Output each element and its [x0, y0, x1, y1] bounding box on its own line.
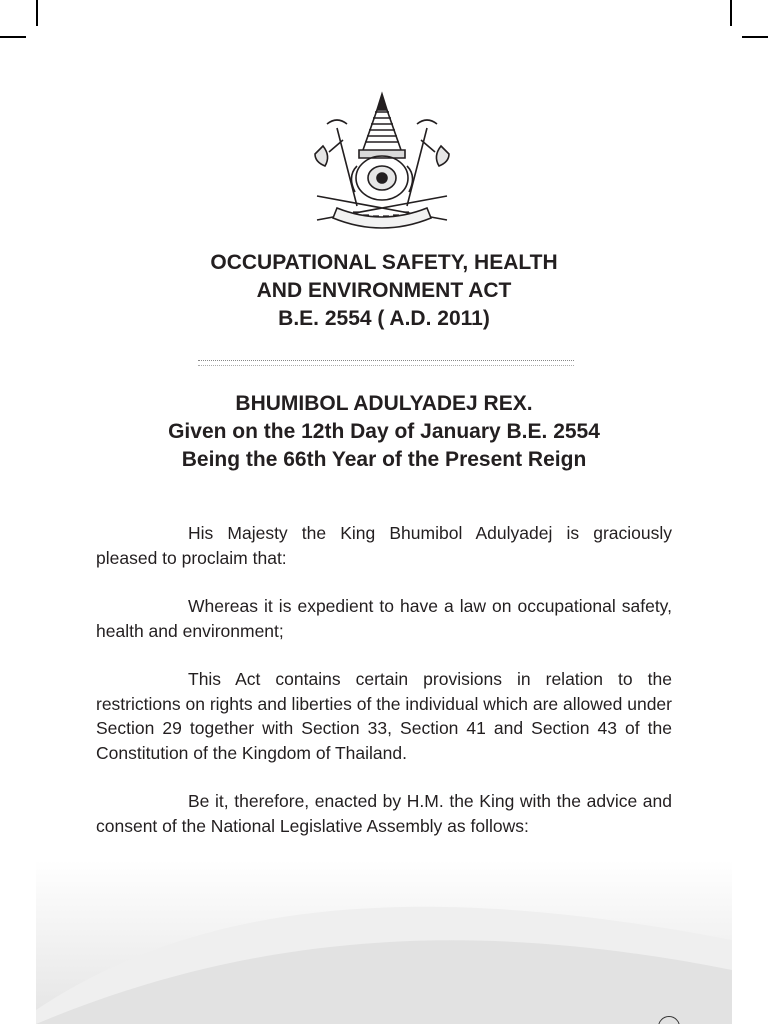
act-title-line-1: OCCUPATIONAL SAFETY, HEALTH [210, 251, 558, 274]
decree-line-2: Given on the 12th Day of January B.E. 2554 [168, 420, 600, 443]
paragraph-whereas: Whereas it is expedient to have a law on occupational safety, health and environment; [96, 596, 672, 641]
crop-mark-top-right-vertical [730, 0, 732, 26]
paragraph-enactment: Be it, therefore, enacted by H.M. the King with the advice and consent of the National Legislative Assembly as follows: [96, 791, 672, 836]
act-title-line-3: B.E. 2554 ( A.D. 2011) [278, 307, 490, 330]
act-title [100, 249, 668, 333]
footer-swoosh-decoration [0, 860, 768, 1024]
decree-line-3: Being the 66th Year of the Present Reign [181, 448, 587, 471]
act-title-line-2: AND ENVIRONMENT ACT [256, 279, 512, 302]
paragraph-proclamation: His Majesty the King Bhumibol Adulyadej is graciously pleased to proclaim that: [96, 523, 672, 568]
crop-mark-top-right-horizontal [742, 36, 768, 38]
crop-mark-top-left-horizontal [0, 36, 26, 38]
royal-decree-heading [100, 390, 668, 474]
decree-line-1: BHUMIBOL ADULYADEJ REX. [235, 392, 533, 415]
crop-mark-top-left-vertical [36, 0, 38, 26]
decorative-divider [198, 360, 574, 366]
paragraph-provisions: This Act contains certain provisions in relation to the restrictions on rights and liberties of the individual which are allowed under Section 29 together with Section 33, Section 41 and Section 43 of the Constitution of the Kingdom of Thailand. [96, 669, 672, 763]
royal-emblem-icon [297, 88, 467, 236]
